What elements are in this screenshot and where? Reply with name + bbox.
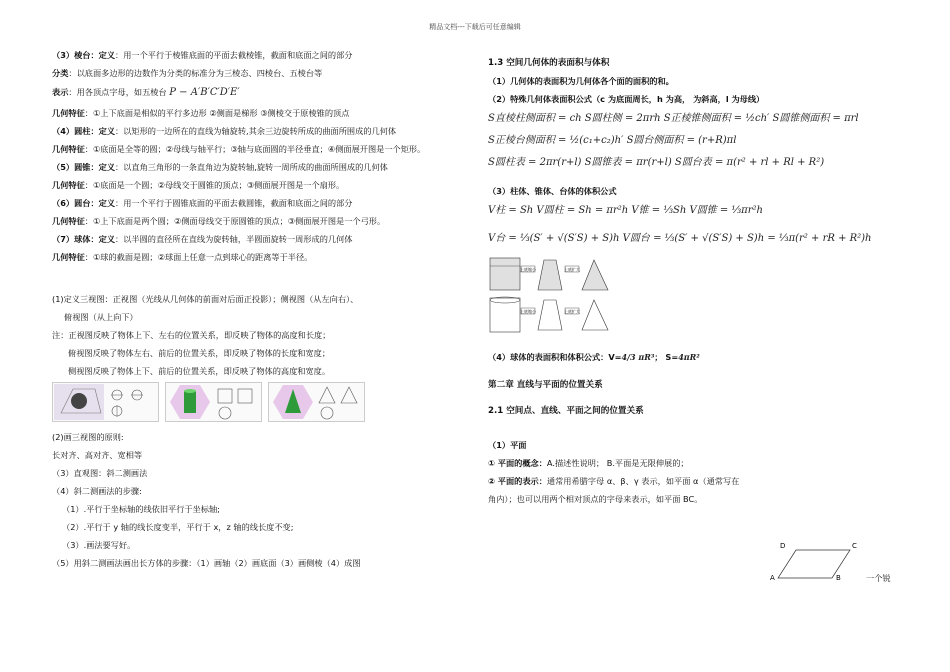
sphere-formula: （4）球体的表面积和体积公式：V=4/3 πR³； S=4πR² [488,352,700,362]
svg-text:上底扩大: 上底扩大 [564,267,580,272]
three-view-figures [52,382,452,422]
cylinder-three-view-image [165,382,262,422]
cone-definition: （5）圆锥：定义：以直角三角形的一条直角边为旋转轴,旋转一周所成的曲面所围成的几何体 [52,162,388,172]
step-1: （1）.平行于坐标轴的线依旧平行于坐标轴; [62,504,220,514]
sphere-features: 几何特征：①球的截面是圆；②球面上任意一点到球心的距离等于半径。 [52,252,313,262]
cylinder-features: 几何特征：①底面是全等的圆；②母线与轴平行；③轴与底面圆的半径垂直；④侧面展开图是一个矩形。 [52,144,426,154]
rule-text: 长对齐、高对齐、宽相等 [52,450,143,460]
volume-formula-2: V台 = ⅓(S′ + √(S′S) + S)h V圆台 = ⅓(S′ + √(S′S) + S)h = ⅓π(r² + rR + R²)h [488,233,872,244]
frustum-cone-features: 几何特征：①上下底面是两个圆；②侧面母线交于原圆锥的顶点；③侧面展开图是一个弓形。 [52,216,386,226]
volume-title: （3）柱体、锥体、台体的体积公式 [488,186,617,196]
solids-transition-diagram [488,256,618,336]
cuboid-steps: （5）用斜二测画法画出长方体的步骤：（1）画轴（2）画底面（3）画侧棱（4）成图 [52,558,361,568]
section-1-3-title: 1.3 空间几何体的表面积与体积 [488,58,610,68]
right-column [488,54,913,508]
area-formula-1: S直棱柱侧面积 = ch S圆柱侧 = 2πrh S正棱锥侧面积 = ½ch′ S圆锥侧面积 = πrl [488,113,859,124]
note-line-1: 注：正视图反映了物体上下、左右的位置关系，即反映了物体的高度和长度； [52,330,331,340]
svg-text:上底缩小: 上底缩小 [520,309,536,314]
classification: 分类：以底面多边形的边数作为分类的标准分为三棱态、四棱台、五棱台等 [52,68,323,78]
left-column [52,46,452,572]
frustum-features: 几何特征：①上下底面是相似的平行多边形 ②侧面是梯形 ③侧棱交于原棱锥的顶点 [52,108,350,118]
frustum-definition: （3）棱台：定义：用一个平行于棱锥底面的平面去截棱锥，截面和底面之间的部分 [52,50,353,60]
sphere-definition: （7）球体：定义：以半圆的直径所在直线为旋转轴，半圆面旋转一周形成的几何体 [52,234,353,244]
volume-formula-1: V柱 = Sh V圆柱 = Sh = πr²h V锥 = ⅓Sh V圆锥 = ⅓πr²h [488,205,763,216]
three-view-definition: (1)定义三视图：正视图（光线从几何体的前面对后面正投影）；侧视图（从左向右）、 [52,294,359,304]
cone-three-view-image [268,382,365,422]
steps-title: （4）斜二测画法的步骤: [52,486,142,496]
section-2-1-title: 2.1 空间点、直线、平面之间的位置关系 [488,406,644,416]
rule-title: (2)画三视图的原则: [52,432,124,442]
area-point-2: （2）特殊几何体表面积公式（c 为底面周长，h 为高， 为斜高，l 为母线） [488,94,765,104]
area-formula-3: S圆柱表 = 2πr(r+l) S圆锥表 = πr(r+l) S圆台表 = π(r² + rl + Rl + R²) [488,157,825,168]
plane-concept: ① 平面的概念：A.描述性说明； B.平面是无限伸展的； [488,458,689,468]
frustum-cone-definition: （6）圆台：定义：用一个平行于圆锥底面的平面去截圆锥，截面和底面之间的部分 [52,198,353,208]
plane-parallelogram-diagram [770,538,866,584]
svg-text:A: A [770,574,775,582]
plane-title: （1）平面 [488,440,527,450]
svg-text:上底缩小: 上底缩小 [520,267,536,272]
chapter-2-title: 第二章 直线与平面的位置关系 [488,380,603,390]
step-2: （2）.平行于 y 轴的线长度变半，平行于 x，z 轴的线长度不变; [62,522,294,532]
intuitive-view: （3）直观图：斜二测画法 [52,468,148,478]
step-3: （3）.画法要写好。 [62,540,136,550]
notation: 表示：用各顶点字母，如五棱台 P − A′B′C′D′E′ [52,87,240,98]
svg-text:B: B [836,574,841,582]
sphere-three-view-image [52,382,159,422]
note-line-2: 俯视图反映了物体左右、前后的位置关系，即反映了物体的长度和宽度； [68,348,331,358]
plane-representation-tail: 一个锐 [866,573,891,583]
note-line-3: 侧视图反映了物体上下、前后的位置关系，即反映了物体的高度和宽度。 [68,366,331,376]
svg-text:C: C [852,542,857,550]
area-point-1: （1）几何体的表面积为几何体各个面的面积的和。 [488,76,674,86]
cylinder-definition: （4）圆柱：定义：以矩形的一边所在的直线为轴旋转,其余三边旋转所成的曲面所围成的几何体 [52,126,397,136]
plane-representation-cont: 角内）；也可以用两个相对顶点的字母来表示，如平面 BC。 [488,494,703,504]
page-header: 精品文档---下载后可任意编辑 [429,23,521,31]
cone-features: 几何特征：①底面是一个圆；②母线交于圆锥的顶点；③侧面展开图是一个扇形。 [52,180,345,190]
area-formula-2: S正棱台侧面积 = ½(c₁+c₂)h′ S圆台侧面积 = (r+R)πl [488,135,737,146]
svg-text:上底扩大: 上底扩大 [564,309,580,314]
three-view-definition-cont: 俯视图（从上向下） [64,312,138,322]
svg-text:D: D [780,542,786,550]
plane-representation: ② 平面的表示：通常用希腊字母 α、β、γ 表示，如平面 α（通常写在 [488,476,740,486]
